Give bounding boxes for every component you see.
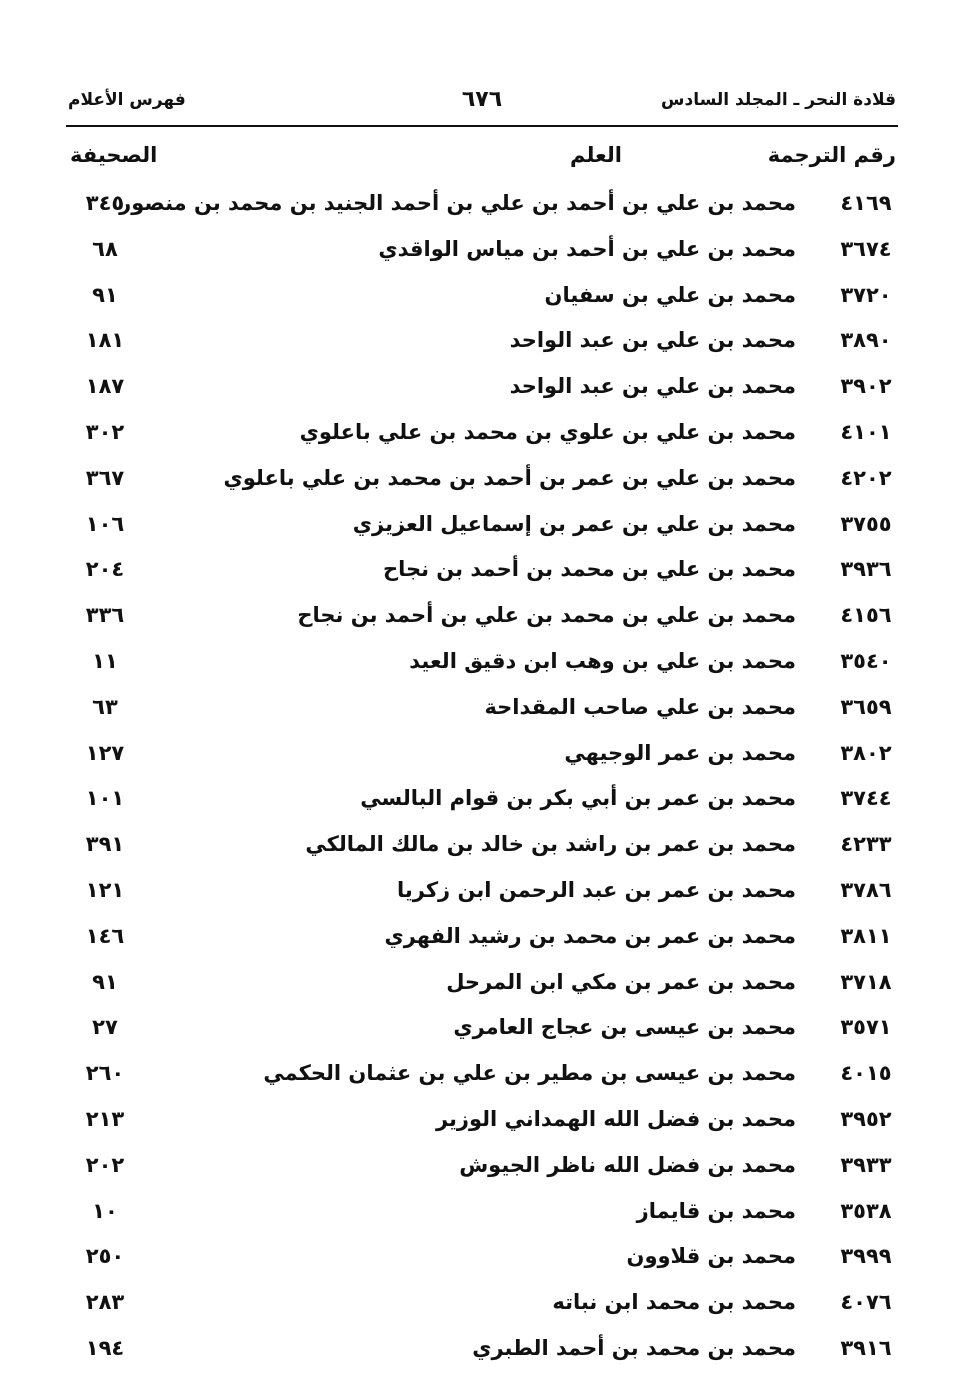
entry-number: ٣٨١١ — [840, 923, 892, 948]
entry-number: ٤١٠١ — [840, 419, 892, 444]
entry-page: ١٨٧ — [85, 374, 125, 399]
index-entry-row — [70, 456, 898, 502]
entry-page: ٣٣٦ — [85, 603, 125, 628]
index-entry-row — [70, 639, 898, 685]
entry-name: محمد بن عمر الوجيهي — [564, 740, 796, 765]
entry-page: ٣٠٢ — [85, 419, 125, 444]
entry-number: ٣٧٢٠ — [840, 282, 892, 307]
running-header — [68, 87, 896, 120]
entry-page: ١٠٦ — [85, 511, 125, 536]
entry-number: ٣٩٥٢ — [840, 1106, 892, 1131]
index-entry-row — [70, 1326, 898, 1372]
entry-name: محمد بن عيسى بن مطير بن علي بن عثمان الحكمي — [263, 1061, 796, 1086]
entry-number: ٣٧٤٤ — [840, 786, 892, 811]
index-entry-row — [70, 960, 898, 1006]
entry-name: محمد بن علي صاحب المقداحة — [484, 694, 796, 719]
entry-number: ٣٩١٦ — [840, 1335, 892, 1360]
entry-page: ٢٨٣ — [85, 1290, 125, 1315]
entry-page: ١٠ — [92, 1198, 118, 1223]
entry-page: ٦٣ — [92, 694, 118, 719]
entry-number: ٣٩٣٦ — [840, 557, 892, 582]
entry-name: محمد بن قلاوون — [626, 1244, 796, 1269]
entry-page: ١٢١ — [85, 877, 125, 902]
entry-page: ٢٠٢ — [85, 1152, 125, 1177]
index-entry-row — [70, 1005, 898, 1051]
index-entry-row — [70, 868, 898, 914]
book-title: قلادة النحر ـ المجلد السادس — [661, 90, 896, 110]
index-entry-row — [70, 1051, 898, 1097]
entry-page: ١١ — [92, 648, 118, 673]
entry-page: ٣٤٥ — [85, 191, 125, 215]
index-entry-row — [70, 1143, 898, 1189]
entry-name: محمد بن محمد بن أحمد الطبري — [472, 1335, 796, 1360]
index-entry-row — [70, 1280, 898, 1326]
entry-name: محمد بن عمر بن راشد بن خالد بن مالك المالكي — [305, 832, 796, 857]
entry-number: ٣٥٣٨ — [840, 1198, 892, 1223]
entry-name: محمد بن محمد ابن نباته — [552, 1290, 796, 1315]
entry-number: ٤٢٠٢ — [840, 465, 892, 490]
entry-name: محمد بن فضل الله ناظر الجيوش — [459, 1152, 796, 1177]
index-entry-row — [70, 502, 898, 548]
column-headings — [70, 143, 896, 175]
entry-number: ٣٧١٨ — [840, 969, 892, 994]
entry-page: ٩١ — [92, 969, 118, 994]
entry-page: ٦٨ — [92, 236, 118, 261]
entry-name: محمد بن علي بن أحمد بن علي بن أحمد الجنيد بن محمد بن منصور — [119, 191, 796, 215]
entry-name: محمد بن عيسى بن عجاج العامري — [453, 1015, 796, 1040]
index-entry-row — [70, 181, 898, 227]
index-entry-row — [70, 822, 898, 868]
entry-page: ١٢٧ — [85, 740, 125, 765]
entry-page: ٣٦٧ — [85, 465, 125, 490]
index-entries — [70, 181, 898, 1372]
entry-number: ٣٦٥٩ — [840, 694, 892, 719]
index-entry-row — [70, 1189, 898, 1235]
index-entry-row — [70, 593, 898, 639]
entry-number: ٤١٦٩ — [840, 191, 892, 215]
entry-page: ١٩٤ — [85, 1335, 125, 1360]
index-entry-row — [70, 227, 898, 273]
index-entry-row — [70, 318, 898, 364]
entry-name: محمد بن فضل الله الهمداني الوزير — [435, 1106, 796, 1131]
entry-page: ٩١ — [92, 282, 118, 307]
entry-name: محمد بن علي بن عبد الواحد — [509, 328, 796, 353]
entry-page: ١٨١ — [85, 328, 125, 353]
entry-name: محمد بن عمر بن محمد بن رشيد الفهري — [384, 923, 796, 948]
entry-name: محمد بن علي بن علوي بن محمد بن علي باعلوي — [299, 419, 796, 444]
entry-number: ٤٠٧٦ — [840, 1290, 892, 1315]
index-entry-row — [70, 731, 898, 777]
entry-name: محمد بن علي بن أحمد بن مياس الواقدي — [378, 236, 796, 261]
entry-number: ٣٧٥٥ — [840, 511, 892, 536]
index-entry-row — [70, 547, 898, 593]
entry-number: ٣٨٩٠ — [840, 328, 892, 353]
entry-number-heading: رقم الترجمة — [767, 143, 896, 167]
entry-number: ٣٨٠٢ — [840, 740, 892, 765]
entry-page: ١٤٦ — [85, 923, 125, 948]
entry-page: ٢٠٤ — [85, 557, 125, 582]
entry-number: ٤١٥٦ — [840, 603, 892, 628]
entry-name: محمد بن عمر بن أبي بكر بن قوام البالسي — [360, 786, 796, 811]
entry-number: ٣٧٨٦ — [840, 877, 892, 902]
page-heading: الصحيفة — [70, 143, 158, 167]
section-title: فهرس الأعلام — [68, 90, 186, 110]
index-entry-row — [70, 410, 898, 456]
index-entry-row — [70, 1234, 898, 1280]
entry-page: ٢١٣ — [85, 1106, 125, 1131]
entry-page: ٢٦٠ — [85, 1061, 125, 1086]
entry-number: ٤٢٣٣ — [840, 832, 892, 857]
index-entry-row — [70, 273, 898, 319]
entry-name: محمد بن عمر بن عبد الرحمن ابن زكريا — [397, 877, 796, 902]
entry-name: محمد بن علي بن محمد بن أحمد بن نجاح — [382, 557, 796, 582]
entry-number: ٣٦٧٤ — [840, 236, 892, 261]
entry-page: ٢٧ — [92, 1015, 118, 1040]
entry-name: محمد بن علي بن عمر بن أحمد بن محمد بن علي باعلوي — [223, 465, 796, 490]
index-entry-row — [70, 776, 898, 822]
entry-name: محمد بن علي بن سفيان — [544, 282, 796, 307]
index-entry-row — [70, 364, 898, 410]
entry-number: ٤٠١٥ — [840, 1061, 892, 1086]
entry-number: ٣٩٩٩ — [840, 1244, 892, 1269]
entry-name: محمد بن قايماز — [636, 1198, 796, 1223]
index-entry-row — [70, 685, 898, 731]
entry-page: ١٠١ — [85, 786, 125, 811]
name-heading: العلم — [570, 143, 622, 167]
entry-number: ٣٥٤٠ — [840, 648, 892, 673]
entry-name: محمد بن علي بن عبد الواحد — [509, 374, 796, 399]
page-number: ٦٧٦ — [461, 87, 503, 112]
entry-name: محمد بن علي بن محمد بن علي بن أحمد بن نجاح — [297, 603, 796, 628]
entry-name: محمد بن علي بن وهب ابن دقيق العيد — [409, 648, 796, 673]
index-entry-row — [70, 914, 898, 960]
header-divider — [66, 125, 898, 127]
entry-name: محمد بن عمر بن مكي ابن المرحل — [446, 969, 796, 994]
entry-name: محمد بن علي بن عمر بن إسماعيل العزيزي — [352, 511, 796, 536]
entry-page: ٣٩١ — [85, 832, 125, 857]
index-entry-row — [70, 1097, 898, 1143]
entry-page: ٢٥٠ — [85, 1244, 125, 1269]
entry-number: ٣٩٠٢ — [840, 374, 892, 399]
entry-number: ٣٥٧١ — [840, 1015, 892, 1040]
entry-number: ٣٩٣٣ — [840, 1152, 892, 1177]
